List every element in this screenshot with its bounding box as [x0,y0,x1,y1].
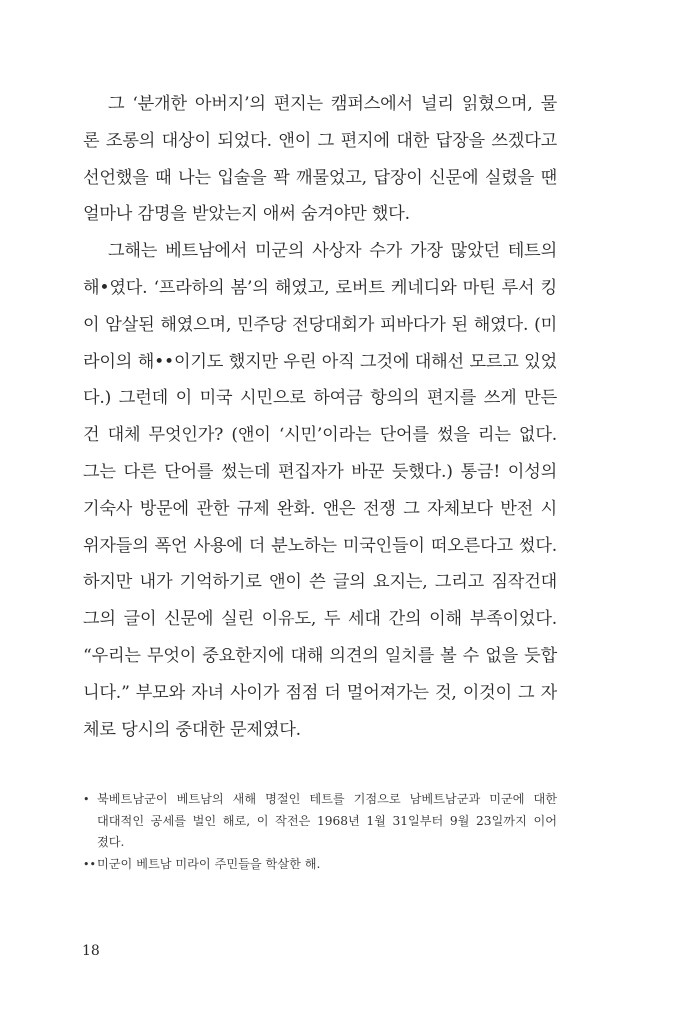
footnotes [83,789,557,875]
text-line: 얼마나 감명을 받았는지 애써 숨겨야만 했다. [83,204,410,225]
text-line: 위자들의 폭언 사용에 더 분노하는 미국인들이 떠오른다고 썼다. [83,535,557,556]
footnote-marker: •• [83,857,96,871]
text-line: 해•였다. ‘프라하의 봄’의 해였고, 로버트 케네디와 마틴 루서 킹 [83,277,557,298]
text-line: 니다.” 부모와 자녀 사이가 점점 더 멀어져가는 것, 이것이 그 자 [83,682,557,703]
footnote-marker: • [83,793,90,806]
footnote-line: 졌다. [97,835,125,849]
text-line: 이 암살된 해였으며, 민주당 전당대회가 피바다가 된 해였다. (미 [83,314,557,335]
paragraph-2 [83,233,557,748]
text-line: 기숙사 방문에 관한 규제 완화. 앤은 전쟁 그 자체보다 반전 시 [83,498,557,519]
footnote-line: 미군이 베트남 미라이 주민들을 학살한 해. [97,856,321,871]
text-line: 그 ‘분개한 아버지’의 편지는 캠퍼스에서 널리 읽혔으며, 물 [108,94,557,114]
text-line: 라이의 해••이기도 했지만 우린 아직 그것에 대해선 모르고 있었 [83,351,557,372]
text-line: 건 대체 무엇인가? (앤이 ‘시민’이라는 단어를 썼을 리는 없다. [83,425,557,446]
footnote-line: 대대적인 공세를 벌인 해로, 이 작전은 1968년 1월 31일부터 9월 23일까지 이어 [97,813,557,828]
text-line: 론 조롱의 대상이 되었다. 앤이 그 편지에 대한 답장을 쓰겠다고 [83,130,557,151]
page-number: 18 [82,943,100,959]
text-line: 그는 다른 단어를 썼는데 편집자가 바꾼 듯했다.) 통금! 이성의 [83,461,557,482]
text-line: 다.) 그런데 이 미국 시민으로 하여금 항의의 편지를 쓰게 만든 [83,388,557,409]
text-line: 하지만 내가 기억하기로 앤이 쓴 글의 요지는, 그리고 짐작건대 [83,572,557,593]
text-line: 그해는 베트남에서 미군의 사상자 수가 가장 많았던 테트의 [108,241,557,262]
body-text [83,86,557,748]
footnote-2 [83,854,557,876]
text-line: 체로 당시의 중대한 문제였다. [83,719,301,740]
text-line: 선언했을 때 나는 입술을 꽉 깨물었고, 답장이 신문에 실렸을 땐 [83,167,557,188]
paragraph-1 [83,86,557,233]
footnote-1 [83,789,557,854]
text-line: 그의 글이 신문에 실린 이유도, 두 세대 간의 이해 부족이었다. [83,609,557,630]
footnote-line: 북베트남군이 베트남의 새해 명절인 테트를 기점으로 남베트남군과 미군에 대한 [97,792,557,806]
text-line: “우리는 무엇이 중요한지에 대해 의견의 일치를 볼 수 없을 듯합 [83,645,557,666]
